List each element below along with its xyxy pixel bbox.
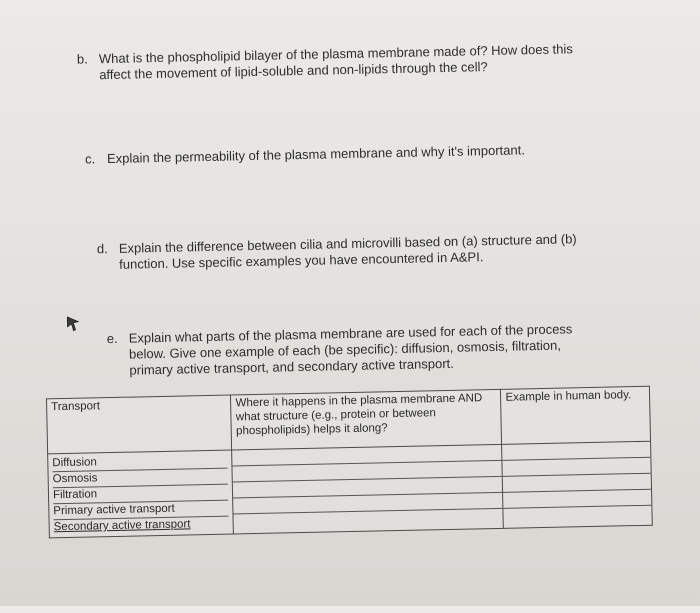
question-d-letter: d. — [96, 241, 108, 257]
row-label-diffusion: Diffusion — [52, 453, 228, 473]
answer-cell-location[interactable] — [232, 444, 504, 534]
mouse-pointer-icon — [66, 316, 80, 332]
question-c-text: Explain the permeability of the plasma membrane and why it's important. — [106, 142, 526, 167]
question-b-letter: b. — [76, 51, 88, 67]
question-e-text: Explain what parts of the plasma membrane are used for each of the process below. Give one example of each (be specific): diffusion, osmosis, filtration, primary active transport, and secondary active transport. — [128, 321, 573, 378]
row-label-secondary-active: Secondary active transport — [53, 518, 191, 534]
question-b — [76, 41, 600, 83]
question-b-text: What is the phospholipid bilayer of the plasma membrane made of? How does this affect the movement of lipid-soluble and non-lipids through the cell? — [98, 41, 573, 83]
header-location-structure: Where it happens in the plasma membrane AND what structure (e.g., protein or between phospholipids) helps it along? — [231, 389, 502, 450]
question-c-letter: c. — [84, 151, 96, 167]
header-example: Example in human body. — [501, 386, 651, 444]
row-label-osmosis: Osmosis — [53, 469, 229, 489]
header-transport: Transport — [47, 395, 233, 454]
table-body-row — [48, 441, 653, 538]
question-d-text: Explain the difference between cilia and microvilli based on (a) structure and (b) function. Use specific examples you have encountered in A&PI. — [118, 231, 577, 272]
row-label-primary-active: Primary active transport — [53, 501, 229, 521]
answer-cell-example[interactable] — [502, 441, 652, 528]
question-c — [84, 141, 587, 167]
transport-types-cell — [48, 450, 234, 538]
transport-table — [46, 386, 653, 539]
row-label-filtration: Filtration — [53, 485, 229, 505]
question-e-letter: e. — [106, 330, 118, 347]
question-e — [106, 321, 600, 379]
question-d — [96, 230, 620, 272]
